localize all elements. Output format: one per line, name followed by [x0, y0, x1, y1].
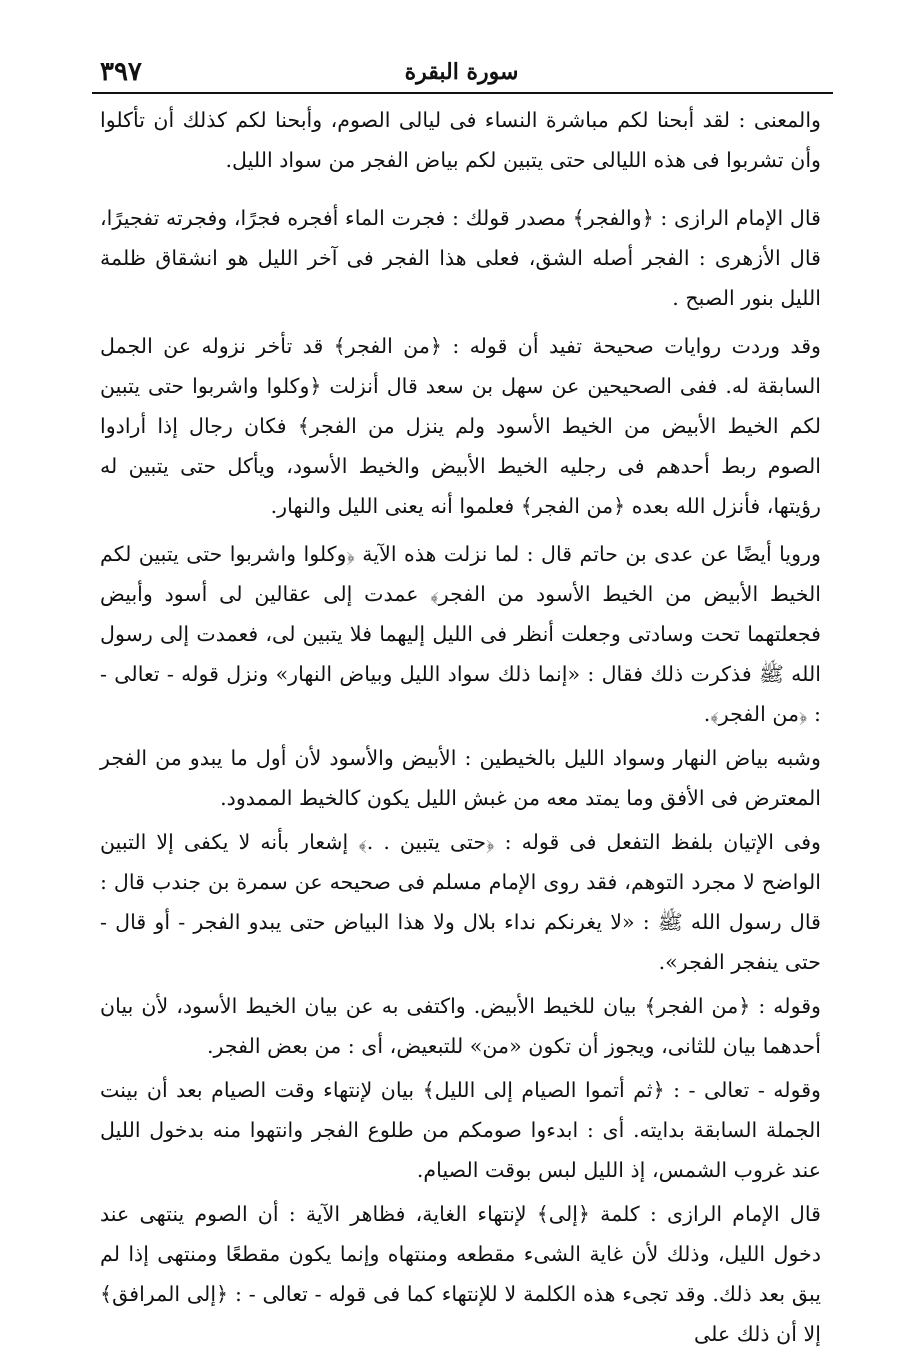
- page-header: [90, 58, 833, 86]
- page-number: ٣٩٧: [100, 57, 142, 87]
- paragraph-razi-fajr: قال الإمام الرازى : ﴿والفجر﴾ مصدر قولك : فجرت الماء أفجره فجرًا، وفجرته تفجيرًا، قال الأزهرى : الفجر أصله الشق، فعلى هذا الفجر فى آخر الليل هو انشقاق ظلمة الليل بنور الصبح .: [100, 206, 821, 310]
- header-rule: [92, 92, 833, 94]
- surah-title: سورة البقرة: [404, 59, 519, 85]
- paragraph-adi-narration: ورويا أيضًا عن عدى بن حاتم قال : لما نزلت هذه الآية ﴿وكلوا واشربوا حتى يتبين لكم الخيط الأبيض من الخيط الأسود من الفجر﴾ عمدت إلى عقالين لى أسود وأبيض فجعلتهما تحت وسادتى وجعلت أنظر فى الليل إليهما فلا يتبين لى، فعمدت إلى رسول الله ﷺ فذكرت ذلك فقال : «إنما ذلك سواد الليل وبياض النهار» ونزل قوله - تعالى - : ﴿من الفجر﴾.: [100, 542, 822, 726]
- paragraph-complete-fast: وقوله - تعالى - : ﴿ثم أتموا الصيام إلى الليل﴾ بيان لإنتهاء وقت الصيام بعد أن بينت الجملة السابقة بدايته. أى : ابدءوا صومكم من طلوع الفجر وانتهوا منه بدخول الليل عند غروب الشمس، إذ الليل لبس بوقت الصيام.: [100, 1078, 821, 1182]
- paragraph-meaning: والمعنى : لقد أبحنا لكم مباشرة النساء فى ليالى الصوم، وأبحنا لكم كذلك أن تأكلوا وأن تشربوا فى هذه الليالى حتى يتبين لكم بياض الفجر من سواد الليل.: [100, 108, 821, 172]
- paragraph-tabayyun: وفى الإتيان بلفظ التفعل فى قوله : ﴿حتى يتبين . .﴾ إشعار بأنه لا يكفى إلا التبين الواضح لا مجرد التوهم، فقد روى الإمام مسلم فى صحيحه عن سمرة بن جندب قال : قال رسول الله ﷺ : «لا يغرنكم نداء بلال ولا هذا البياض حتى يبدو الفجر - أو قال - حتى ينفجر الفجر».: [100, 830, 822, 974]
- paragraph-threads: وشبه بياض النهار وسواد الليل بالخيطين : الأبيض والأسود لأن أول ما يبدو من الفجر المعترض فى الأفق وما يمتد معه من غبش الليل يكون كالخيط الممدود.: [100, 746, 821, 810]
- paragraph-razi-ila: قال الإمام الرازى : كلمة ﴿إلى﴾ لإنتهاء الغاية، فظاهر الآية : أن الصوم ينتهى عند دخول الليل، وذلك لأن غاية الشىء مقطعه ومنتهاه وإنما يكون مقطعًا ومنتهى إذا لم يبق بعد ذلك. وقد تجىء هذه الكلمة لا للإنتهاء كما فى قوله - تعالى - : ﴿إلى المرافق﴾ إلا أن ذلك على: [100, 1202, 821, 1346]
- paragraph-sahl-narration: وقد وردت روايات صحيحة تفيد أن قوله : ﴿من الفجر﴾ قد تأخر نزوله عن الجمل السابقة له. ففى الصحيحين عن سهل بن سعد قال أنزلت ﴿وكلوا واشربوا حتى يتبين لكم الخيط الأبيض من الخيط الأسود ولم ينزل من الفجر﴾ فكان رجال إذا أرادوا الصوم ربط أحدهم فى رجليه الخيط الأبيض والخيط الأسود، ويأكل حتى يتبين له رؤيتها، فأنزل الله بعده ﴿من الفجر﴾ فعلموا أنه يعنى الليل والنهار.: [100, 334, 821, 518]
- page-body: [100, 100, 821, 1354]
- paragraph-min-alfajr: وقوله : ﴿من الفجر﴾ بيان للخيط الأبيض. واكتفى به عن بيان الخيط الأسود، لأن بيان أحدهما بيان للثانى، ويجوز أن تكون «من» للتبعيض، أى : من بعض الفجر.: [100, 994, 821, 1058]
